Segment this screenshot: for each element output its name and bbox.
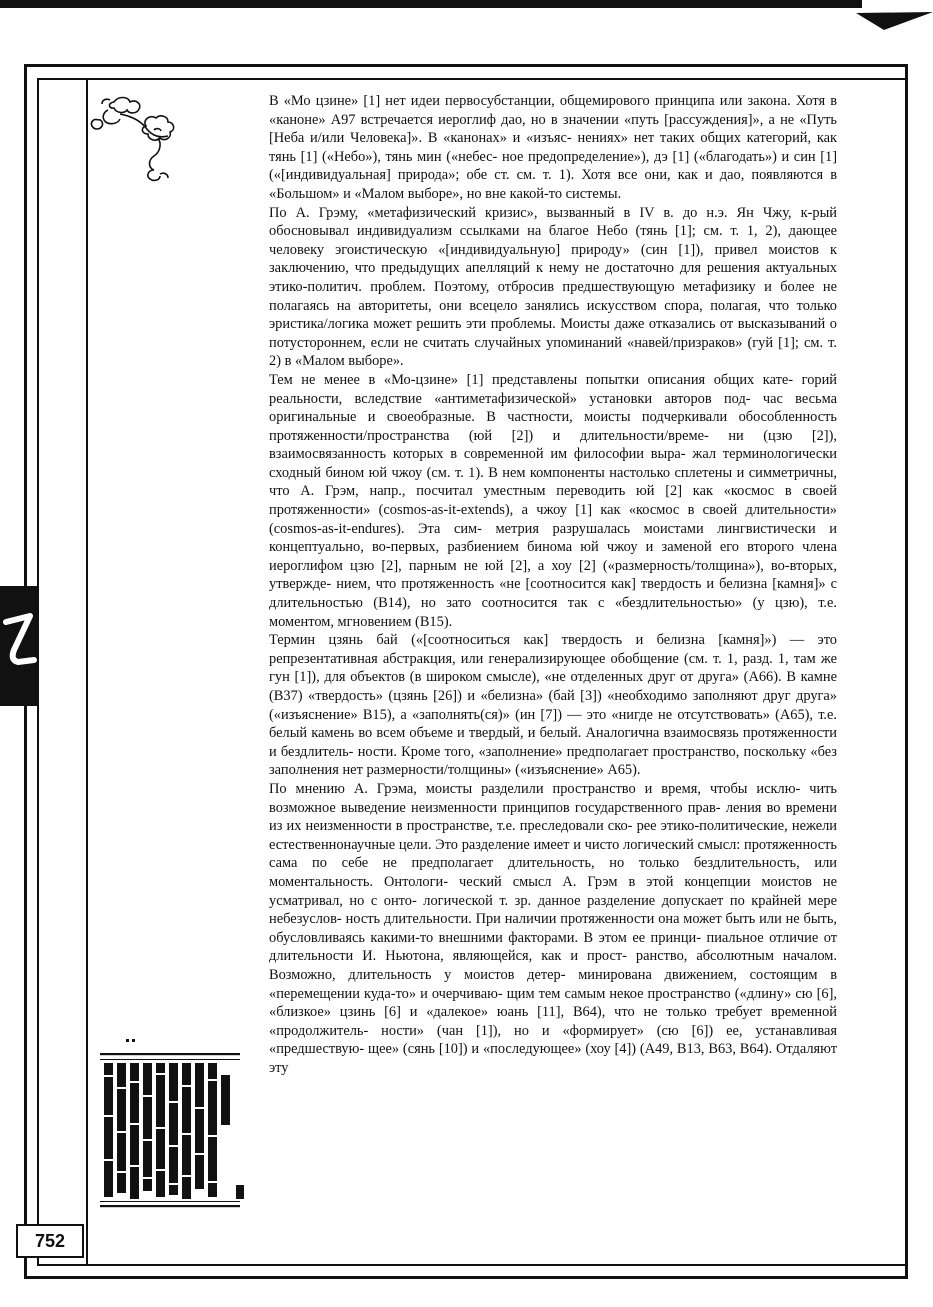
text-line: парным не юй [2], а хоу [2] («размерность/толщина»), во-вторых, утвержде- — [269, 557, 837, 593]
text-line: длительность, но только бездлительность, или моментальность. Онтологи- — [269, 855, 837, 890]
text-line: логической т. зр. данное разделение допускает по крайней мере небезуслов- — [269, 892, 837, 928]
text-line: обособленность протяженности/пространства (юй [2]) и длительности/време- — [269, 409, 837, 444]
chinese-radical-yi-icon — [0, 586, 39, 706]
text-line: нием, что протяженность «не [соотносится как] твердость и белизна [камня]» — [336, 576, 826, 593]
text-line: т. 1, 2), дающее человеку эгоистическую «[индивидуальную] природу» — [269, 223, 837, 258]
text-line: и твердый, и белый. Аналогична взаимосвязь протяженности и бездлитель- — [269, 725, 837, 760]
text-line: о потустороннем, если не считать случайных упоминаний «навей/призраков» — [269, 316, 837, 351]
text-line: [рассуждения]», а не «Путь [Неба и/или Человека]». В «канонах» и «изъяс- — [269, 111, 837, 147]
text-line: природа»; обе ст. см. т. 1). Хотя все они, как и дао, появляются в «Большом» — [269, 167, 837, 202]
text-line: метрия разрушалась моистами лингвистически и концептуально, во-первых, — [269, 520, 837, 556]
paragraph-4 — [269, 631, 837, 780]
text-line: щее» (сянь [10]) и «последующее» (хоу [4]) (A49, B13, B63, B64). Отдаляют эту — [269, 1041, 837, 1076]
text-line: разбиением бинома юй чжоу и заменой его второго члена иероглифом цзю [2], — [269, 539, 837, 574]
text-line: быть, обусловливаясь какими-то внешними факторами. В этом ее принци- — [269, 911, 837, 946]
text-line: ческий смысл А. Грэм в этой концепции моистов не усматривал, но с онто- — [269, 873, 837, 909]
text-line: переводить юй [2] как «космос в своей протяженности» (cosmos-as-it-extends), — [269, 483, 838, 519]
paragraph-2 — [269, 204, 837, 371]
text-line: горий реальности, вследствие «антиметафизической» установки авторов под- — [269, 371, 837, 407]
text-line: может решить эти проблемы. Моисты даже отказались от высказываний — [373, 316, 826, 333]
text-line: закона. Хотя в «каноне» А97 встречается иероглиф дао, но в значении «путь — [269, 93, 837, 128]
text-line: В «Мо цзине» [1] нет идеи первосубстанции, общемирового принципа или — [269, 93, 743, 109]
text-line: настолько сплетены и симметричны, что А. Грэм, напр., посчитал уместным — [269, 464, 837, 500]
text-line: друг от друга» (A66). В камне (B37) «твердость» (цзянь [26]) и «белизна» (бай [3]) — [269, 669, 837, 704]
text-line: разд. 1, там же гун [1]), для объектов (в широком смысле), «не отделенных — [269, 650, 837, 686]
text-line: и «далекое» юань [11], B64), что не только требует временной «продолжитель- — [269, 1004, 837, 1039]
chinese-scroll-text-image — [96, 1035, 256, 1225]
text-line: нениях» нет таких общих категорий, как тянь [1] («Небо»), тянь мин («небес- — [269, 130, 837, 165]
text-line: а чжоу [1] как «космос в своей длительности» (cosmos-as-it-endures). Эта сим- — [269, 502, 837, 537]
text-line: с длительностью (B14), но зато соотносится так с «бездлительностью» (у цзю), — [269, 576, 837, 612]
text-line: Тем не менее в «Мо-цзине» [1] представлены попытки описания общих кате- — [269, 371, 794, 388]
text-line: к-рый обосновывал индивидуализм ссылками на благое Небо (тянь [1]; см. — [269, 204, 837, 240]
text-line: ности» (чан [1]), но и «формирует» (сю [6]) ее, устанавливая «предшествую- — [269, 1022, 837, 1058]
page-number: 752 — [16, 1224, 84, 1258]
text-line: чить возможное выведение неизменности принципов государственного прав- — [269, 780, 837, 816]
text-line: рее этико-политические, нежели естественнонаучные цели. Это разделение — [269, 818, 837, 853]
text-line: По А. Грэму, «метафизический кризис», вызванный в IV в. до н.э. Ян Чжу, — [269, 204, 792, 221]
text-line: репрезентативная абстракция, или генерализирующее обобщение (см. т. 1, — [269, 650, 738, 667]
text-line: ни (цзю [2]), взаимосвязанность которых в современной им философии выра- — [269, 427, 837, 463]
text-line: и «Малом выборе», но вне какой-то системы. — [343, 185, 622, 202]
text-line: (ин [7]) — это «нигде не отсутствовать» (A65), т.е. белый камень во всем объеме — [269, 706, 837, 742]
text-line: щим тем самым некое пространство («длину» сю [6], «близкое» цзинь [6] — [269, 985, 837, 1021]
text-line: жал терминологически сходный бином юй чжоу (см. т. 1). В нем компоненты — [269, 446, 838, 481]
text-line: не достаточно для решения актуальных этико-политич. проблем. Поэтому, — [269, 260, 837, 295]
text-line: «необходимо заполняют друг друга» («изъяснение» B15), а «заполнять(ся)» — [269, 688, 837, 723]
text-line: ное предопределение»), дэ [1] («благодать») и син [1] («[индивидуальная] — [269, 148, 837, 184]
page-arrow-icon — [856, 8, 933, 32]
text-line: они всецело занялись искусством спора, полагая, что только эристика/логика — [269, 297, 837, 333]
margin-rule — [86, 78, 88, 1266]
paragraph-5 — [269, 780, 837, 1078]
text-line: заполнения нет размерности/толщины» («изъяснение» A65). — [269, 762, 641, 779]
text-line: По мнению А. Грэма, моисты разделили пространство и время, чтобы исклю- — [269, 780, 801, 797]
auspicious-cloud-icon — [90, 90, 190, 182]
text-line: (гуй [1]; см. т. 2) в «Малом выборе». — [269, 334, 837, 370]
text-line: минирована движением, состоящим в «перемещении куда-то» и очерчиваю- — [269, 966, 837, 1002]
text-line: ности. Кроме того, «заполнение» предполагает пространство, поскольку «без — [357, 743, 837, 760]
adjacent-page-edge — [906, 64, 918, 1279]
text-line: ность длительности. При наличии протяженности она может быть или не — [345, 911, 800, 928]
text-line: (син [1]), привел моистов к заключению, что предыдущих апелляций к нему — [269, 241, 837, 277]
text-line: ранство, абсолютным началом. Возможно, длительность у моистов детер- — [269, 948, 838, 983]
text-line: ления во времени из их неизменности в пространстве, т.е. преследовали ско- — [269, 799, 837, 835]
text-line: имеет и чисто логический смысл: протяженность сама по себе не предполагает — [269, 836, 837, 872]
paragraph-1 — [269, 92, 837, 204]
text-line: пиальное отличие от длительности И. Ньютона, являющейся, как и прост- — [269, 929, 837, 965]
text-line: час весьма оригинальные и своеобразные. В частности, моисты подчеркивали — [269, 390, 837, 426]
paragraph-3 — [269, 371, 837, 631]
article-text — [269, 92, 837, 1077]
text-line: отбросив предшествующую метафизику и более не полагаясь на авторитеты, — [269, 278, 838, 314]
text-line: Термин цзянь бай («[соотноситься как] твердость и белизна [камня]») — это — [269, 632, 837, 649]
top-rule — [0, 0, 862, 8]
text-line: т.е. моментом, мгновением (B15). — [269, 595, 837, 630]
